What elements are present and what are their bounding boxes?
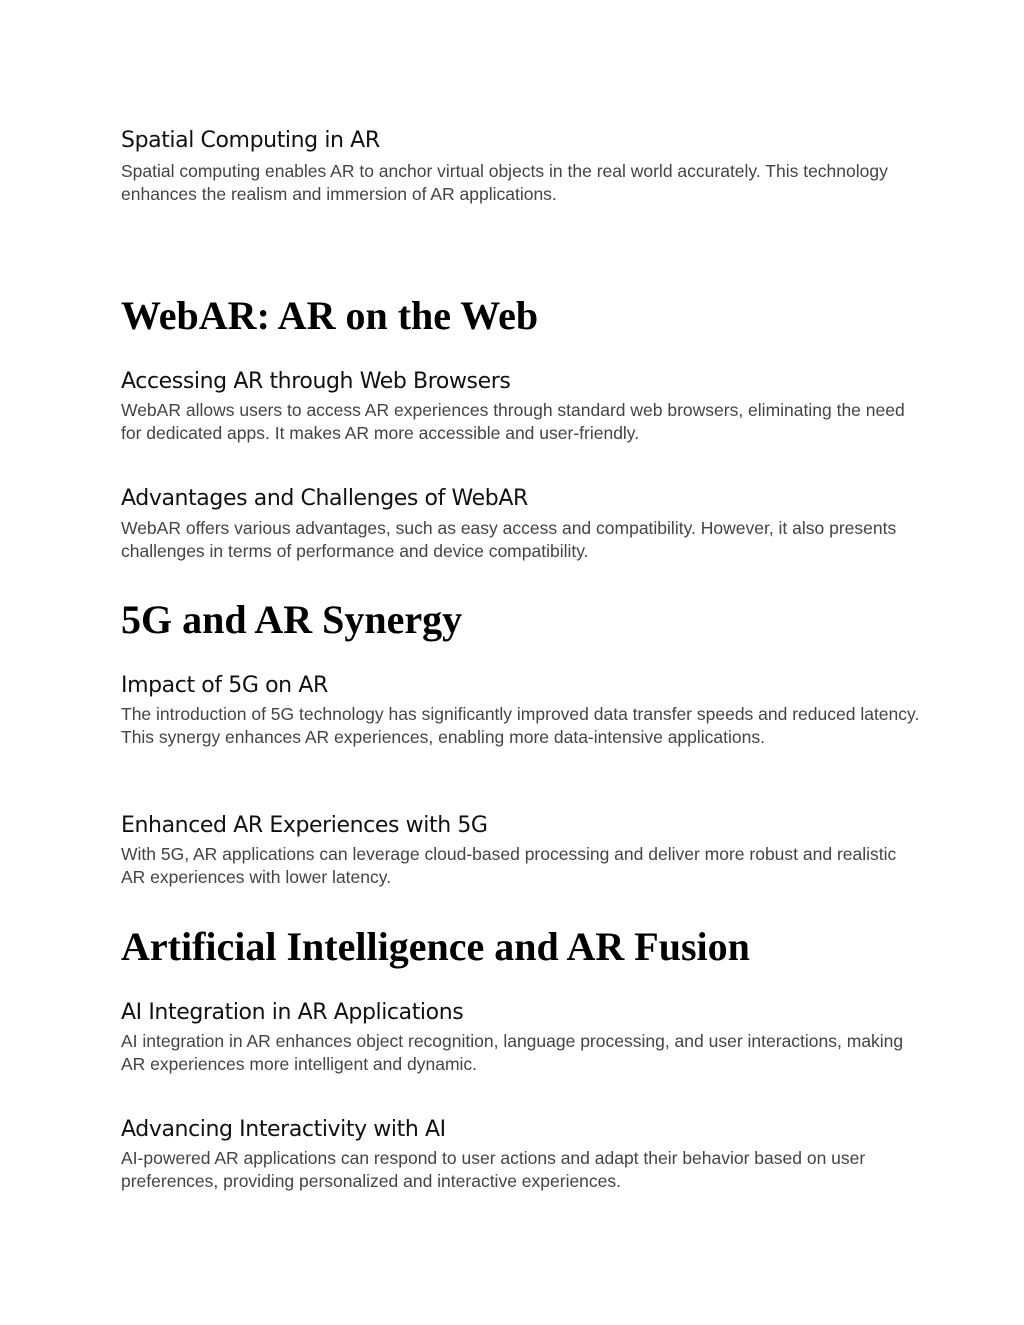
subsection-heading: Advantages and Challenges of WebAR xyxy=(121,486,528,511)
subsection-text: AI integration in AR enhances object recognition, language processing, and user interactions, making AR experiences more intelligent and dynamic. xyxy=(121,1031,904,1074)
subsection-heading: Spatial Computing in AR xyxy=(121,128,380,153)
subsection-text: AI-powered AR applications can respond to user actions and adapt their behavior based on user preferences, providing personalized and interactive experiences. xyxy=(121,1148,866,1191)
subsection-heading: Advancing Interactivity with AI xyxy=(121,1117,446,1142)
subsection-text: WebAR offers various advantages, such as easy access and compatibility. However, it also presents challenges in terms of performance and device compatibility. xyxy=(121,518,897,561)
subsection-heading: AI Integration in AR Applications xyxy=(121,1000,464,1025)
subsection-ai-integration xyxy=(121,998,921,1076)
subsection-accessing-ar xyxy=(121,367,921,445)
subsection-text: Spatial computing enables AR to anchor virtual objects in the real world accurately. This technology enhances the realism and immersion of AR applications. xyxy=(121,161,888,204)
subsection-text: The introduction of 5G technology has significantly improved data transfer speeds and reduced latency. This synergy enhances AR experiences, enabling more data-intensive applications. xyxy=(121,704,920,747)
subsection-enhanced-5g xyxy=(121,811,921,889)
subsection-heading: Impact of 5G on AR xyxy=(121,673,328,698)
subsection-impact-5g xyxy=(121,671,921,749)
subsection-spatial-computing xyxy=(121,126,921,206)
section-title-webar: WebAR: AR on the Web xyxy=(121,293,539,338)
subsection-advantages-webar xyxy=(121,484,921,563)
subsection-heading: Enhanced AR Experiences with 5G xyxy=(121,813,488,838)
subsection-text: With 5G, AR applications can leverage cloud-based processing and deliver more robust and realistic AR experiences with lower latency. xyxy=(121,844,897,887)
subsection-text: WebAR allows users to access AR experiences through standard web browsers, eliminating the need for dedicated apps. It makes AR more accessible and user-friendly. xyxy=(121,400,905,443)
subsection-heading: Accessing AR through Web Browsers xyxy=(121,369,511,394)
section-title-5g: 5G and AR Synergy xyxy=(121,597,463,642)
subsection-interactivity-ai xyxy=(121,1115,921,1193)
section-title-ai: Artificial Intelligence and AR Fusion xyxy=(121,924,750,969)
